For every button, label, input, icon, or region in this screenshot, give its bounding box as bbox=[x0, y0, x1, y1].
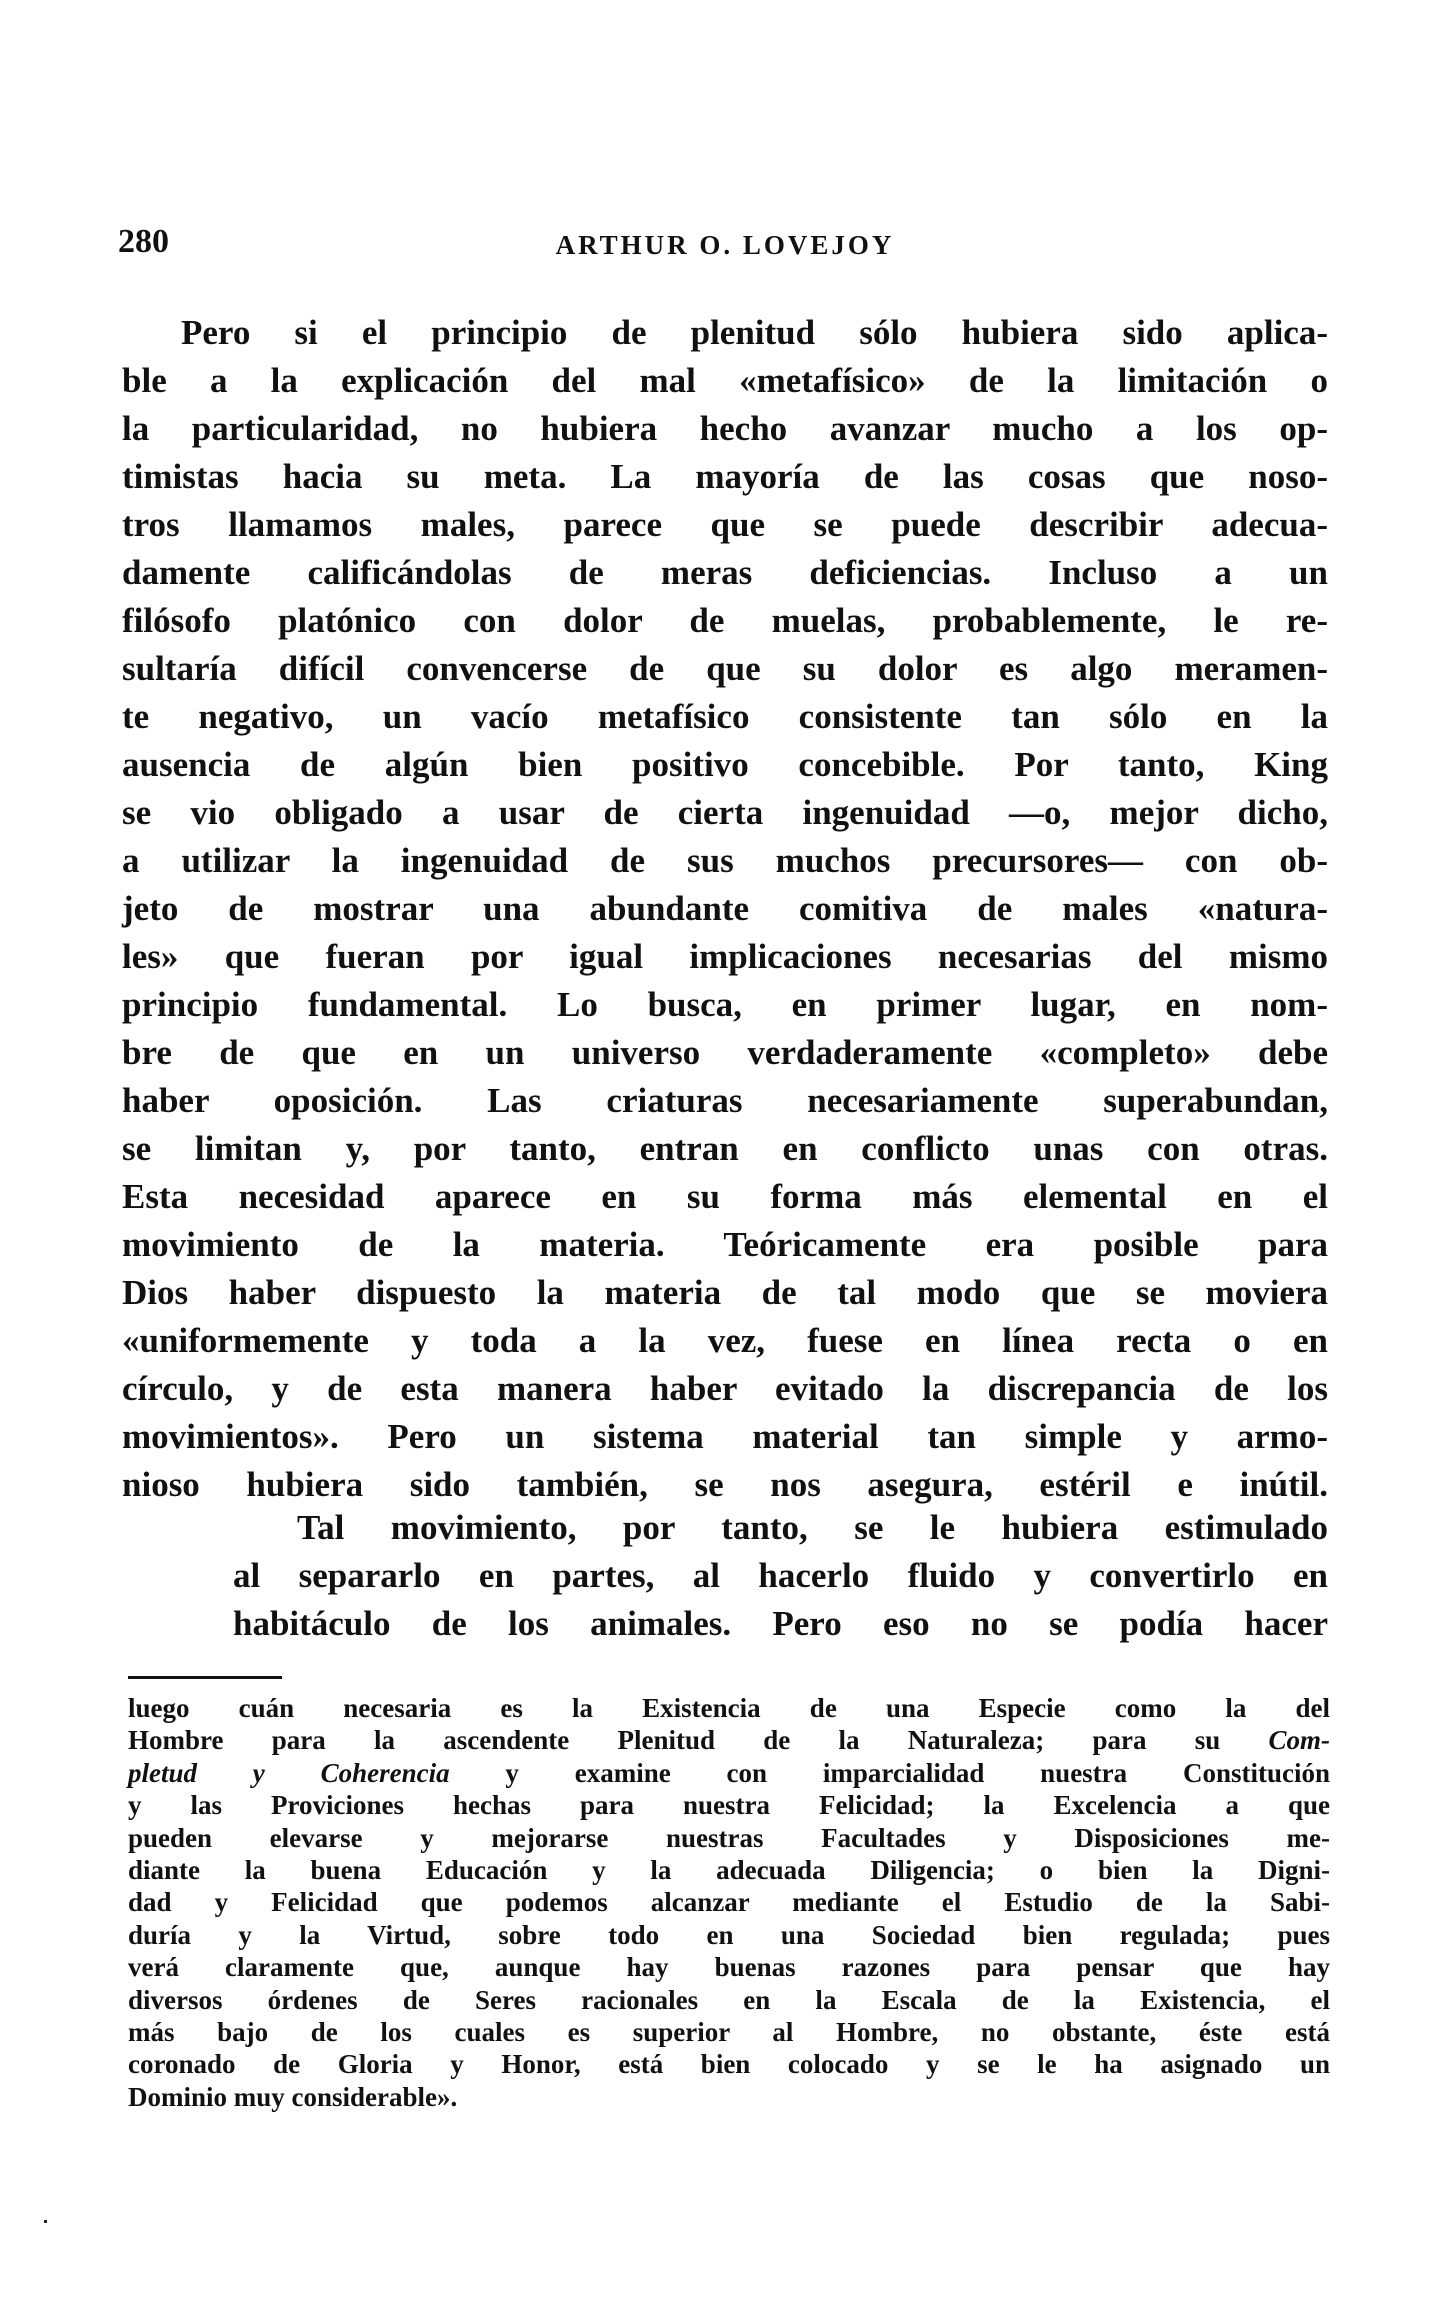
text-line: ausencia de algún bien positivo concebible. Por tanto, King bbox=[122, 745, 1328, 784]
footnote-divider bbox=[128, 1676, 282, 1679]
footnote-text: Hombre para la ascendente Plenitud de la Naturaleza; para su bbox=[128, 1725, 1221, 1756]
footnote bbox=[128, 1692, 1330, 2113]
footnote-line: verá claramente que, aunque hay buenas razones para pensar que hay bbox=[128, 1952, 1330, 1983]
footnote-line: luego cuán necesaria es la Existencia de una Especie como la del bbox=[128, 1693, 1330, 1723]
text-line: les» que fueran por igual implicaciones necesarias del mismo bbox=[122, 937, 1328, 976]
text-line: tros llamamos males, parece que se puede describir adecua- bbox=[122, 505, 1328, 544]
text-line: «uniformemente y toda a la vez, fuese en línea recta o en bbox=[122, 1321, 1328, 1360]
text-line: se vio obligado a usar de cierta ingenuidad —o, mejor dicho, bbox=[122, 793, 1328, 832]
footnote-text: y examine con imparcialidad nuestra Constitución bbox=[505, 1757, 1330, 1788]
text-line: ble a la explicación del mal «metafísico» de la limitación o bbox=[122, 361, 1328, 400]
text-line: círculo, y de esta manera haber evitado la discrepancia de los bbox=[122, 1369, 1328, 1408]
footnote-italic-text: pletud y Coherencia bbox=[128, 1757, 450, 1788]
quote-line: al separarlo en partes, al hacerlo fluido y convertirlo en bbox=[233, 1556, 1328, 1595]
text-line: Esta necesidad aparece en su forma más elemental en el bbox=[122, 1177, 1328, 1216]
block-quote bbox=[233, 1504, 1328, 1648]
footnote-line bbox=[128, 1757, 1330, 1789]
text-line: te negativo, un vacío metafísico consistente tan sólo en la bbox=[122, 697, 1328, 736]
footnote-line: diversos órdenes de Seres racionales en la Escala de la Existencia, el bbox=[128, 1984, 1330, 2015]
text-line: damente calificándolas de meras deficiencias. Incluso a un bbox=[122, 553, 1328, 592]
footnote-line: diante la buena Educación y la adecuada Diligencia; o bien la Digni- bbox=[128, 1854, 1330, 1885]
page-number: 280 bbox=[118, 223, 169, 260]
footnote-line: y las Proviciones hechas para nuestra Felicidad; la Excelencia a que bbox=[128, 1790, 1330, 1821]
running-head: ARTHUR O. LOVEJOY bbox=[555, 230, 895, 260]
footnote-italic-text: Com- bbox=[1268, 1725, 1331, 1756]
text-line: nioso hubiera sido también, se nos asegura, estéril e inútil. bbox=[122, 1465, 1328, 1504]
text-line: la particularidad, no hubiera hecho avanzar mucho a los op- bbox=[122, 409, 1328, 448]
text-line: movimiento de la materia. Teóricamente era posible para bbox=[122, 1225, 1328, 1264]
text-line: principio fundamental. Lo busca, en primer lugar, en nom- bbox=[122, 985, 1328, 1024]
quote-line: Tal movimiento, por tanto, se le hubiera estimulado bbox=[297, 1508, 1328, 1547]
text-line: jeto de mostrar una abundante comitiva de males «natura- bbox=[122, 889, 1328, 928]
text-line: filósofo platónico con dolor de muelas, probablemente, le re- bbox=[122, 601, 1328, 640]
text-line: se limitan y, por tanto, entran en conflicto unas con otras. bbox=[122, 1129, 1328, 1168]
text-line: sultaría difícil convencerse de que su dolor es algo meramen- bbox=[122, 649, 1328, 688]
footnote-line: pueden elevarse y mejorarse nuestras Facultades y Disposiciones me- bbox=[128, 1822, 1330, 1853]
text-line: bre de que en un universo verdaderamente «completo» debe bbox=[122, 1033, 1328, 1072]
text-line: timistas hacia su meta. La mayoría de las cosas que noso- bbox=[122, 457, 1328, 496]
footnote-line: coronado de Gloria y Honor, está bien colocado y se le ha asignado un bbox=[128, 2049, 1330, 2080]
text-line: haber oposición. Las criaturas necesariamente superabundan, bbox=[122, 1081, 1328, 1120]
text-line: Dios haber dispuesto la materia de tal modo que se moviera bbox=[122, 1273, 1328, 1312]
text-line: a utilizar la ingenuidad de sus muchos precursores— con ob- bbox=[122, 841, 1328, 880]
quote-line: habitáculo de los animales. Pero eso no se podía hacer bbox=[233, 1604, 1328, 1643]
main-paragraph bbox=[122, 309, 1328, 1509]
text-line: movimientos». Pero un sistema material tan simple y armo- bbox=[122, 1417, 1328, 1456]
scan-speck bbox=[44, 2220, 47, 2223]
footnote-line bbox=[128, 1724, 1330, 1756]
text-line: Pero si el principio de plenitud sólo hubiera sido aplica- bbox=[181, 313, 1328, 352]
footnote-line: dad y Felicidad que podemos alcanzar mediante el Estudio de la Sabi- bbox=[128, 1887, 1330, 1918]
footnote-line: Dominio muy considerable». bbox=[128, 2081, 458, 2112]
footnote-line: duría y la Virtud, sobre todo en una Sociedad bien regulada; pues bbox=[128, 1919, 1330, 1950]
footnote-line: más bajo de los cuales es superior al Hombre, no obstante, éste está bbox=[128, 2016, 1330, 2047]
